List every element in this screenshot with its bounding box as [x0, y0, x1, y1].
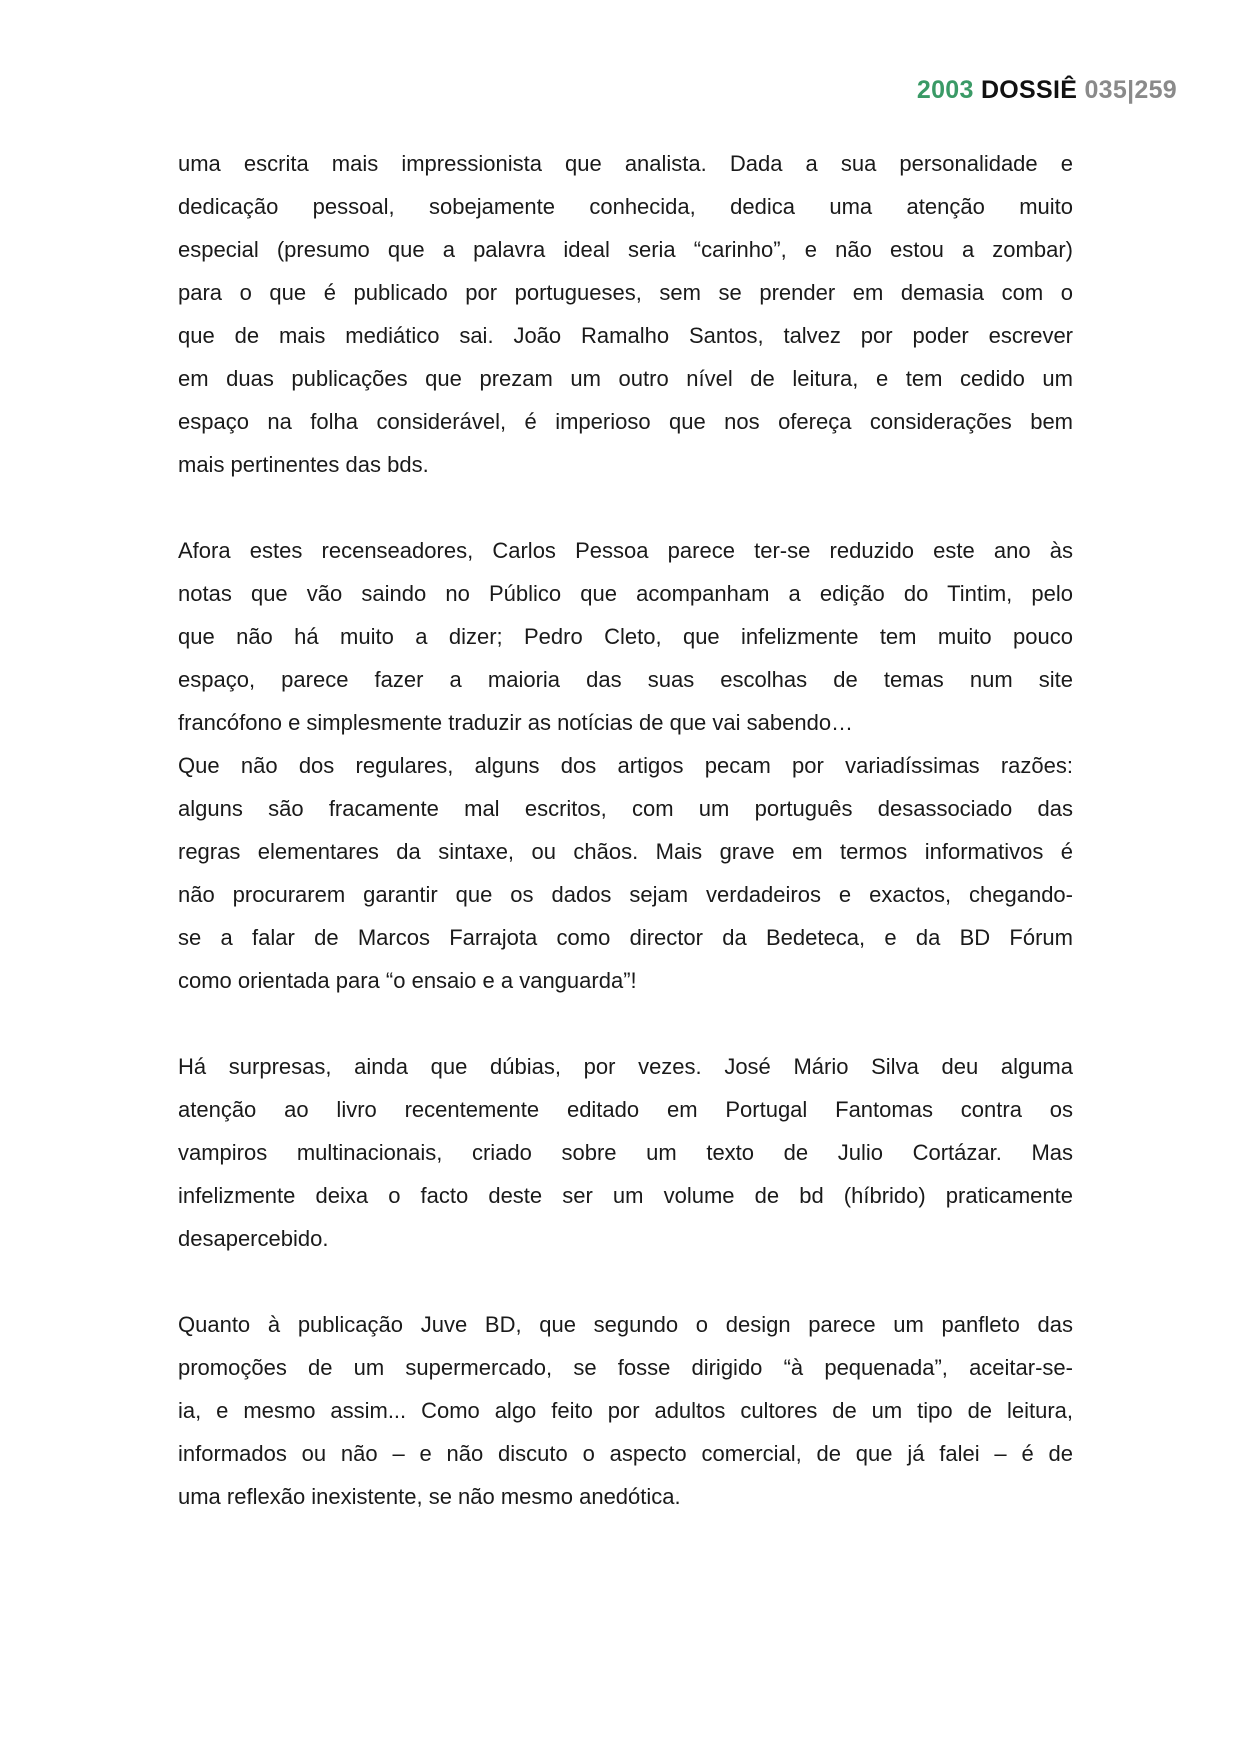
text-line: para o que é publicado por portugueses, sem se prender em demasia com o: [178, 280, 1073, 305]
text-line: não procurarem garantir que os dados sejam verdadeiros e exactos, chegando-: [178, 882, 1073, 907]
text-line: regras elementares da sintaxe, ou chãos. Mais grave em termos informativos é: [178, 839, 1073, 864]
text-line: Que não dos regulares, alguns dos artigos pecam por variadíssimas razões:: [178, 753, 1073, 778]
text-line: Há surpresas, ainda que dúbias, por vezes. José Mário Silva deu alguma: [178, 1054, 1073, 1079]
text-line: atenção ao livro recentemente editado em Portugal Fantomas contra os: [178, 1097, 1073, 1122]
text-line: como orientada para “o ensaio e a vanguarda”!: [178, 968, 637, 993]
text-line: promoções de um supermercado, se fosse dirigido “à pequenada”, aceitar-se-: [178, 1355, 1073, 1380]
paragraph: [178, 529, 1073, 744]
text-line: vampiros multinacionais, criado sobre um texto de Julio Cortázar. Mas: [178, 1140, 1073, 1165]
text-line: Quanto à publicação Juve BD, que segundo o design parece um panfleto das: [178, 1312, 1073, 1337]
text-line: espaço, parece fazer a maioria das suas escolhas de temas num site: [178, 667, 1073, 692]
text-line: que de mais mediático sai. João Ramalho Santos, talvez por poder escrever: [178, 323, 1073, 348]
page-number: 035|259: [1084, 76, 1177, 104]
header-year: 2003: [916, 76, 974, 104]
text-line: infelizmente deixa o facto deste ser um volume de bd (híbrido) praticamente: [178, 1183, 1073, 1208]
text-line: francófono e simplesmente traduzir as notícias de que vai sabendo…: [178, 710, 854, 735]
text-line: espaço na folha considerável, é imperioso que nos ofereça considerações bem: [178, 409, 1073, 434]
paragraph: [178, 744, 1073, 1002]
text-line: que não há muito a dizer; Pedro Cleto, que infelizmente tem muito pouco: [178, 624, 1073, 649]
text-line: dedicação pessoal, sobejamente conhecida, dedica uma atenção muito: [178, 194, 1073, 219]
text-line: especial (presumo que a palavra ideal seria “carinho”, e não estou a zombar): [178, 237, 1073, 262]
text-line: alguns são fracamente mal escritos, com um português desassociado das: [178, 796, 1073, 821]
text-line: Afora estes recenseadores, Carlos Pessoa parece ter-se reduzido este ano às: [178, 538, 1073, 563]
article-body: [178, 142, 1073, 1518]
paragraph: [178, 1303, 1073, 1518]
header-title: DOSSIÊ: [980, 76, 1078, 104]
text-line: se a falar de Marcos Farrajota como director da Bedeteca, e da BD Fórum: [178, 925, 1073, 950]
text-line: ia, e mesmo assim... Como algo feito por adultos cultores de um tipo de leitura,: [178, 1398, 1073, 1423]
text-line: uma reflexão inexistente, se não mesmo anedótica.: [178, 1484, 681, 1509]
paragraph: [178, 142, 1073, 486]
running-header: [917, 76, 1177, 105]
text-line: em duas publicações que prezam um outro nível de leitura, e tem cedido um: [178, 366, 1073, 391]
text-line: informados ou não – e não discuto o aspecto comercial, de que já falei – é de: [178, 1441, 1073, 1466]
text-line: uma escrita mais impressionista que analista. Dada a sua personalidade e: [178, 151, 1073, 176]
text-line: mais pertinentes das bds.: [178, 452, 429, 477]
paragraph: [178, 1045, 1073, 1260]
text-line: desapercebido.: [178, 1226, 329, 1251]
text-line: notas que vão saindo no Público que acompanham a edição do Tintim, pelo: [178, 581, 1073, 606]
